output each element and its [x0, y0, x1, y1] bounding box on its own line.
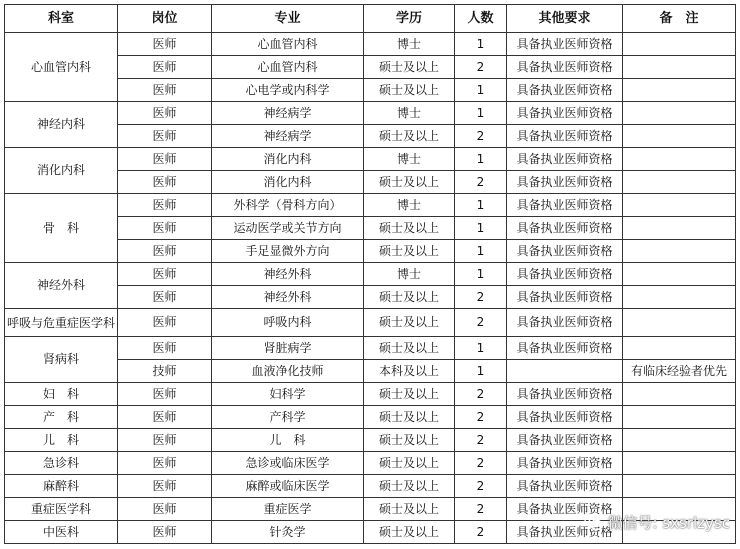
table-row [5, 194, 736, 217]
notes-cell [623, 240, 736, 263]
header-cell-position: 岗位 [118, 5, 212, 33]
education-cell: 博士 [364, 194, 455, 217]
notes-cell [623, 33, 736, 56]
major-cell: 运动医学或关节方向 [212, 217, 364, 240]
education-cell: 硕士及以上 [364, 309, 455, 337]
position-cell: 医师 [118, 79, 212, 102]
department-cell: 儿 科 [5, 429, 118, 452]
table-row [5, 475, 736, 498]
requirements-cell: 具备执业医师资格 [507, 406, 623, 429]
table-row [5, 102, 736, 125]
table-row [5, 406, 736, 429]
requirements-cell: 具备执业医师资格 [507, 240, 623, 263]
major-cell: 神经外科 [212, 286, 364, 309]
major-cell: 麻醉或临床医学 [212, 475, 364, 498]
position-cell: 医师 [118, 194, 212, 217]
table-row [5, 452, 736, 475]
watermark-text: 微信号: sxsrlzysc [607, 514, 730, 532]
major-cell: 针灸学 [212, 521, 364, 544]
header-cell-notes: 备 注 [623, 5, 736, 33]
count-cell: 2 [455, 406, 507, 429]
requirements-cell: 具备执业医师资格 [507, 309, 623, 337]
education-cell: 硕士及以上 [364, 521, 455, 544]
education-cell: 博士 [364, 102, 455, 125]
position-cell: 医师 [118, 309, 212, 337]
major-cell: 神经病学 [212, 125, 364, 148]
major-cell: 心血管内科 [212, 56, 364, 79]
table-row [5, 337, 736, 360]
header-cell-dept: 科室 [5, 5, 118, 33]
table-row [5, 148, 736, 171]
position-cell: 医师 [118, 171, 212, 194]
count-cell: 1 [455, 194, 507, 217]
position-cell: 医师 [118, 286, 212, 309]
notes-cell [623, 217, 736, 240]
position-cell: 医师 [118, 406, 212, 429]
major-cell: 血液净化技师 [212, 360, 364, 383]
notes-cell [623, 429, 736, 452]
position-cell: 医师 [118, 56, 212, 79]
major-cell: 呼吸内科 [212, 309, 364, 337]
department-cell: 心血管内科 [5, 33, 118, 102]
position-cell: 医师 [118, 337, 212, 360]
requirements-cell: 具备执业医师资格 [507, 125, 623, 148]
table-row [5, 383, 736, 406]
position-cell: 医师 [118, 33, 212, 56]
requirements-cell: 具备执业医师资格 [507, 171, 623, 194]
major-cell: 神经病学 [212, 102, 364, 125]
count-cell: 2 [455, 498, 507, 521]
count-cell: 2 [455, 125, 507, 148]
requirements-cell: 具备执业医师资格 [507, 148, 623, 171]
header-cell-requirements: 其他要求 [507, 5, 623, 33]
count-cell: 2 [455, 429, 507, 452]
header-cell-count: 人数 [455, 5, 507, 33]
notes-cell [623, 383, 736, 406]
education-cell: 硕士及以上 [364, 171, 455, 194]
education-cell: 硕士及以上 [364, 56, 455, 79]
notes-cell [623, 56, 736, 79]
watermark [584, 512, 730, 533]
department-cell: 中医科 [5, 521, 118, 544]
department-cell: 急诊科 [5, 452, 118, 475]
requirements-cell [507, 360, 623, 383]
count-cell: 2 [455, 475, 507, 498]
count-cell: 1 [455, 240, 507, 263]
department-cell: 肾病科 [5, 337, 118, 383]
count-cell: 2 [455, 286, 507, 309]
header-cell-education: 学历 [364, 5, 455, 33]
position-cell: 医师 [118, 521, 212, 544]
table-row [5, 309, 736, 337]
notes-cell [623, 406, 736, 429]
department-cell: 神经外科 [5, 263, 118, 309]
position-cell: 医师 [118, 217, 212, 240]
notes-cell [623, 102, 736, 125]
education-cell: 硕士及以上 [364, 240, 455, 263]
major-cell: 重症医学 [212, 498, 364, 521]
count-cell: 1 [455, 263, 507, 286]
education-cell: 硕士及以上 [364, 286, 455, 309]
department-cell: 呼吸与危重症医学科 [5, 309, 118, 337]
count-cell: 2 [455, 383, 507, 406]
count-cell: 2 [455, 309, 507, 337]
major-cell: 神经外科 [212, 263, 364, 286]
position-cell: 医师 [118, 429, 212, 452]
requirements-cell: 具备执业医师资格 [507, 194, 623, 217]
major-cell: 手足显微外方向 [212, 240, 364, 263]
count-cell: 2 [455, 521, 507, 544]
education-cell: 硕士及以上 [364, 217, 455, 240]
position-cell: 医师 [118, 263, 212, 286]
table-row [5, 429, 736, 452]
department-cell: 重症医学科 [5, 498, 118, 521]
requirements-cell: 具备执业医师资格 [507, 217, 623, 240]
position-cell: 医师 [118, 125, 212, 148]
count-cell: 1 [455, 360, 507, 383]
major-cell: 心电学或内科学 [212, 79, 364, 102]
notes-cell [623, 452, 736, 475]
count-cell: 1 [455, 217, 507, 240]
count-cell: 1 [455, 337, 507, 360]
position-cell: 医师 [118, 452, 212, 475]
education-cell: 博士 [364, 263, 455, 286]
header-cell-major: 专业 [212, 5, 364, 33]
count-cell: 1 [455, 33, 507, 56]
education-cell: 硕士及以上 [364, 429, 455, 452]
major-cell: 外科学（骨科方向） [212, 194, 364, 217]
requirements-cell: 具备执业医师资格 [507, 475, 623, 498]
notes-cell [623, 309, 736, 337]
requirements-cell: 具备执业医师资格 [507, 56, 623, 79]
count-cell: 2 [455, 56, 507, 79]
notes-cell [623, 337, 736, 360]
position-cell: 技师 [118, 360, 212, 383]
education-cell: 硕士及以上 [364, 498, 455, 521]
notes-cell [623, 148, 736, 171]
education-cell: 硕士及以上 [364, 79, 455, 102]
department-cell: 麻醉科 [5, 475, 118, 498]
notes-cell [623, 171, 736, 194]
education-cell: 硕士及以上 [364, 452, 455, 475]
notes-cell [623, 475, 736, 498]
major-cell: 肾脏病学 [212, 337, 364, 360]
notes-cell [623, 79, 736, 102]
department-cell: 产 科 [5, 406, 118, 429]
major-cell: 产科学 [212, 406, 364, 429]
count-cell: 1 [455, 79, 507, 102]
notes-cell [623, 286, 736, 309]
requirements-cell: 具备执业医师资格 [507, 452, 623, 475]
notes-cell [623, 125, 736, 148]
department-cell: 妇 科 [5, 383, 118, 406]
position-cell: 医师 [118, 148, 212, 171]
count-cell: 2 [455, 171, 507, 194]
education-cell: 硕士及以上 [364, 125, 455, 148]
requirements-cell: 具备执业医师资格 [507, 286, 623, 309]
requirements-cell: 具备执业医师资格 [507, 521, 623, 544]
major-cell: 消化内科 [212, 171, 364, 194]
table-row [5, 33, 736, 56]
position-cell: 医师 [118, 240, 212, 263]
position-cell: 医师 [118, 475, 212, 498]
major-cell: 妇科学 [212, 383, 364, 406]
education-cell: 本科及以上 [364, 360, 455, 383]
header-row [5, 5, 736, 33]
major-cell: 急诊或临床医学 [212, 452, 364, 475]
major-cell: 儿 科 [212, 429, 364, 452]
count-cell: 1 [455, 148, 507, 171]
count-cell: 1 [455, 102, 507, 125]
requirements-cell: 具备执业医师资格 [507, 263, 623, 286]
wechat-icon [584, 515, 604, 531]
count-cell: 2 [455, 452, 507, 475]
requirements-cell: 具备执业医师资格 [507, 498, 623, 521]
department-cell: 神经内科 [5, 102, 118, 148]
education-cell: 硕士及以上 [364, 337, 455, 360]
major-cell: 心血管内科 [212, 33, 364, 56]
table-body [5, 33, 736, 544]
position-cell: 医师 [118, 102, 212, 125]
position-cell: 医师 [118, 383, 212, 406]
requirements-cell: 具备执业医师资格 [507, 383, 623, 406]
department-cell: 消化内科 [5, 148, 118, 194]
requirements-cell: 具备执业医师资格 [507, 33, 623, 56]
notes-cell [623, 194, 736, 217]
education-cell: 博士 [364, 33, 455, 56]
requirements-cell: 具备执业医师资格 [507, 79, 623, 102]
notes-cell [623, 263, 736, 286]
position-cell: 医师 [118, 498, 212, 521]
education-cell: 硕士及以上 [364, 383, 455, 406]
recruitment-table [4, 4, 736, 544]
department-cell: 骨 科 [5, 194, 118, 263]
requirements-cell: 具备执业医师资格 [507, 337, 623, 360]
education-cell: 博士 [364, 148, 455, 171]
requirements-cell: 具备执业医师资格 [507, 429, 623, 452]
major-cell: 消化内科 [212, 148, 364, 171]
education-cell: 硕士及以上 [364, 406, 455, 429]
table-row [5, 263, 736, 286]
notes-cell: 有临床经验者优先 [623, 360, 736, 383]
education-cell: 硕士及以上 [364, 475, 455, 498]
requirements-cell: 具备执业医师资格 [507, 102, 623, 125]
